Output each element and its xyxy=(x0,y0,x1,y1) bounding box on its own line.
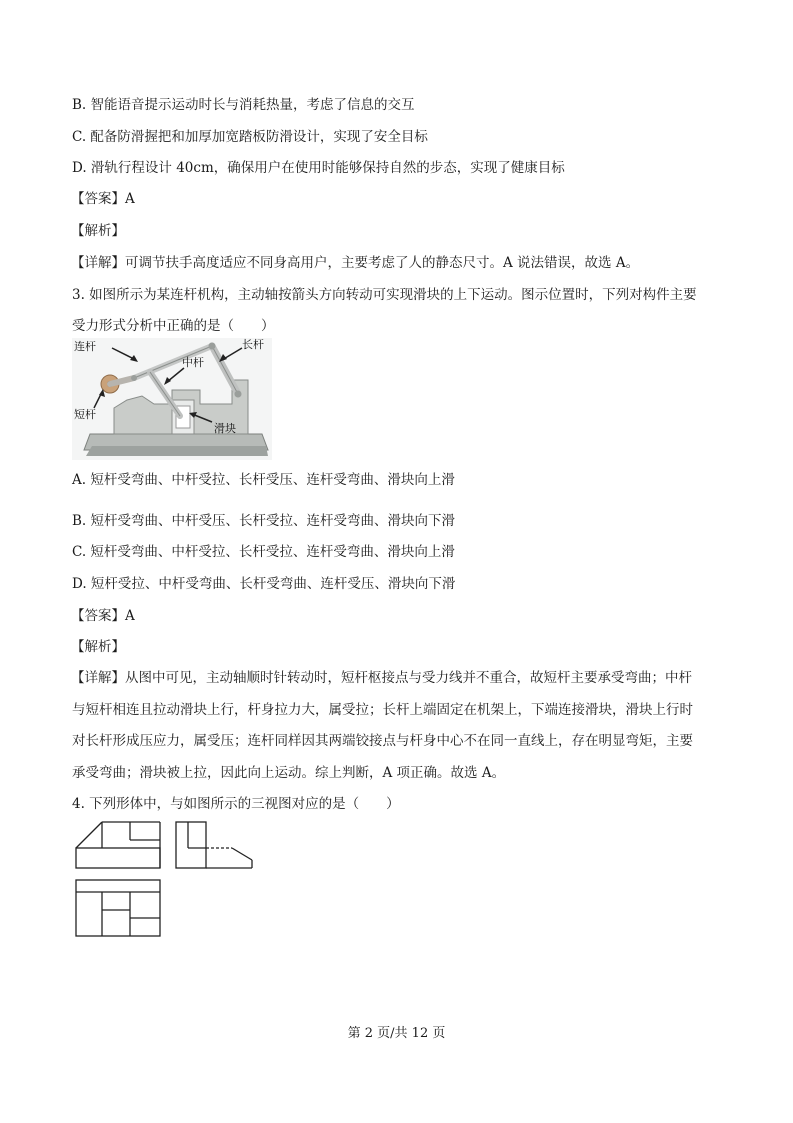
q3-option-a: A. 短杆受弯曲、中杆受拉、长杆受压、连杆受弯曲、滑块向上滑 xyxy=(72,472,455,488)
label-long-rod: 长杆 xyxy=(242,338,264,351)
q2-analysis-heading: 【解析】 xyxy=(71,223,125,239)
q4-stem: 4. 下列形体中，与如图所示的三视图对应的是（ ） xyxy=(72,796,400,812)
label-slider: 滑块 xyxy=(214,422,236,435)
q3-stem-line2: 受力形式分析中正确的是（ ） xyxy=(72,318,275,334)
q2-answer: 【答案】A xyxy=(71,191,135,207)
q3-option-c: C. 短杆受弯曲、中杆受拉、长杆受拉、连杆受弯曲、滑块向上滑 xyxy=(72,544,455,560)
label-middle-rod: 中杆 xyxy=(182,356,204,369)
q3-detail-line4: 承受弯曲；滑块被上拉，因此向上运动。综上判断，A 项正确。故选 A。 xyxy=(72,765,506,781)
q2-option-c: C. 配备防滑握把和加厚加宽踏板防滑设计，实现了安全目标 xyxy=(72,129,428,145)
q3-detail-line1: 【详解】从图中可见，主动轴顺时针转动时，短杆枢接点与受力线并不重合，故短杆主要承受弯曲；中杆 xyxy=(71,670,692,686)
label-short-rod: 短杆 xyxy=(74,408,96,421)
linkage-mechanism-figure xyxy=(72,338,272,460)
q2-option-b: B. 智能语音提示运动时长与消耗热量，考虑了信息的交互 xyxy=(72,97,415,113)
q3-detail-line3: 对长杆形成压应力，属受压；连杆同样因其两端铰接点与杆身中心不在同一直线上，存在明显弯矩，主要 xyxy=(72,733,693,749)
q2-option-d: D. 滑轨行程设计 40cm，确保用户在使用时能够保持自然的步态，实现了健康目标 xyxy=(72,160,565,176)
q3-option-b: B. 短杆受弯曲、中杆受压、长杆受拉、连杆受弯曲、滑块向下滑 xyxy=(72,513,456,529)
q2-detail: 【详解】可调节扶手高度适应不同身高用户，主要考虑了人的静态尺寸。A 说法错误，故选 A。 xyxy=(71,255,640,271)
label-link-rod: 连杆 xyxy=(74,340,96,353)
q3-option-d: D. 短杆受拉、中杆受弯曲、长杆受弯曲、连杆受压、滑块向下滑 xyxy=(72,576,456,592)
q3-stem-line1: 3. 如图所示为某连杆机构，主动轴按箭头方向转动可实现滑块的上下运动。图示位置时，下列对构件主要 xyxy=(72,287,697,303)
q3-detail-line2: 与短杆相连且拉动滑块上行，杆身拉力大，属受拉；长杆上端固定在机架上，下端连接滑块，滑块上行时 xyxy=(72,702,693,718)
q3-answer: 【答案】A xyxy=(71,608,135,624)
page-footer: 第 2 页/共 12 页 xyxy=(347,1026,446,1041)
three-view-drawing xyxy=(72,818,262,942)
q3-analysis-heading: 【解析】 xyxy=(71,639,125,655)
